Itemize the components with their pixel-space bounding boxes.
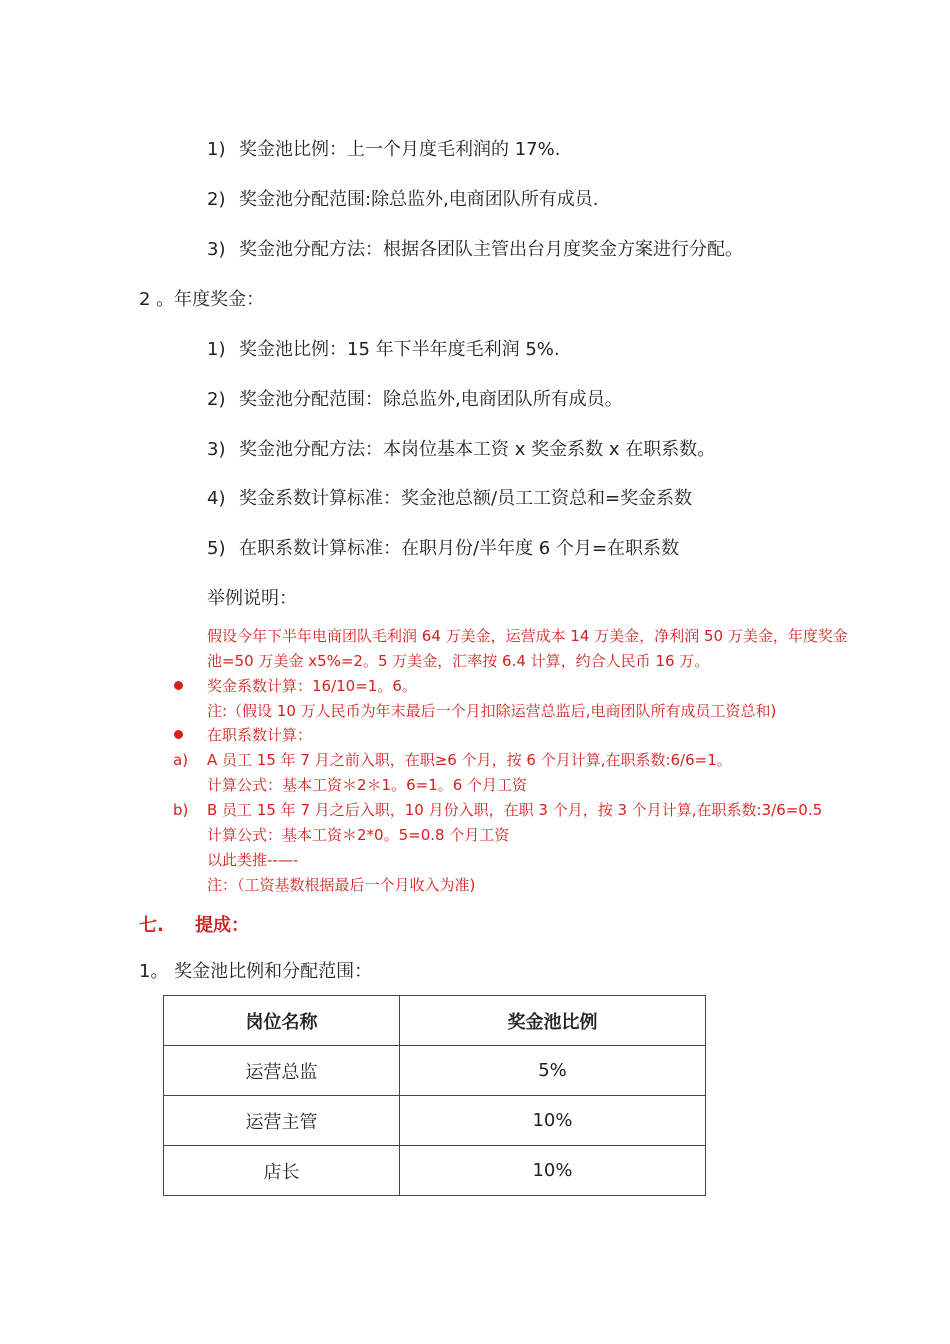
item-number: 2) <box>207 189 226 210</box>
example-label: 举例说明： <box>207 588 297 609</box>
item-number: 1) <box>207 139 226 160</box>
item-number: 3) <box>207 239 226 260</box>
column-header-ratio: 奖金池比例 <box>400 996 706 1046</box>
item-text: 奖金池分配范围:除总监外,电商团队所有成员. <box>239 189 599 210</box>
bonus-coefficient-line: 奖金系数计算：16/10=1。6。 <box>207 677 417 695</box>
table-row <box>164 1046 706 1096</box>
table-row <box>164 1096 706 1146</box>
section-title: 提成： <box>195 915 249 936</box>
tenure-coefficient-line: 在职系数计算： <box>207 726 313 744</box>
position-cell: 运营总监 <box>164 1046 400 1096</box>
ratio-cell: 10% <box>400 1146 706 1196</box>
item-text: 奖金池分配方法：根据各团队主管出台月度奖金方案进行分配。 <box>239 239 743 260</box>
column-header-position: 岗位名称 <box>164 996 400 1046</box>
table-header-row <box>164 996 706 1046</box>
item-number: 1) <box>207 339 226 360</box>
employee-b-line: B 员工 15 年 7 月之后入职，10 月份入职，在职 3 个月，按 3 个月计算,在职系数:3/6=0.5 <box>207 801 823 819</box>
item-text: 奖金池比例：15 年下半年度毛利润 5%. <box>239 339 560 360</box>
ratio-cell: 5% <box>400 1046 706 1096</box>
item-text: 奖金系数计算标准：奖金池总额/员工工资总和=奖金系数 <box>239 488 693 509</box>
employee-b-formula: 计算公式：基本工资＊2*0。5=0.8 个月工资 <box>207 826 510 844</box>
bullet-dot <box>174 681 183 690</box>
item-number: 4) <box>207 488 226 509</box>
example-line-1: 假设今年下半年电商团队毛利润 64 万美金，运营成本 14 万美金，净利润 50 万美金，年度奖金 <box>207 627 848 645</box>
position-cell: 店长 <box>164 1146 400 1196</box>
example-line-2: 池=50 万美金 x5%=2。5 万美金，汇率按 6.4 计算，约合人民币 16 万。 <box>207 652 710 670</box>
list-marker-b: b) <box>173 801 189 819</box>
note-line-2: 注：（工资基数根据最后一个月收入为准) <box>207 876 476 894</box>
ratio-cell: 10% <box>400 1096 706 1146</box>
commission-heading: 1。 奖金池比例和分配范围： <box>139 961 373 982</box>
item-number: 3) <box>207 439 226 460</box>
item-number: 2) <box>207 389 226 410</box>
employee-a-formula: 计算公式：基本工资＊2＊1。6=1。6 个月工资 <box>207 776 528 794</box>
employee-a-line: A 员工 15 年 7 月之前入职，在职≥6 个月，按 6 个月计算,在职系数:6/6=1。 <box>207 751 732 769</box>
item-text: 奖金池比例：上一个月度毛利润的 17%. <box>239 139 561 160</box>
annual-bonus-heading: 2 。年度奖金： <box>139 289 265 310</box>
position-cell: 运营主管 <box>164 1096 400 1146</box>
list-marker-a: a) <box>173 751 189 769</box>
bonus-pool-table <box>163 995 706 1196</box>
table-row <box>164 1146 706 1196</box>
item-text: 奖金池分配方法：本岗位基本工资 x 奖金系数 x 在职系数。 <box>239 439 716 460</box>
item-number: 5) <box>207 538 226 559</box>
item-text: 奖金池分配范围：除总监外,电商团队所有成员。 <box>239 389 623 410</box>
item-text: 在职系数计算标准：在职月份/半年度 6 个月=在职系数 <box>239 538 680 559</box>
note-line-1: 注:（假设 10 万人民币为年末最后一个月扣除运营总监后,电商团队所有成员工资总和) <box>207 702 777 720</box>
section-number: 七. <box>139 915 164 936</box>
bullet-dot <box>174 730 183 739</box>
etc-line: 以此类推--—- <box>207 851 299 869</box>
